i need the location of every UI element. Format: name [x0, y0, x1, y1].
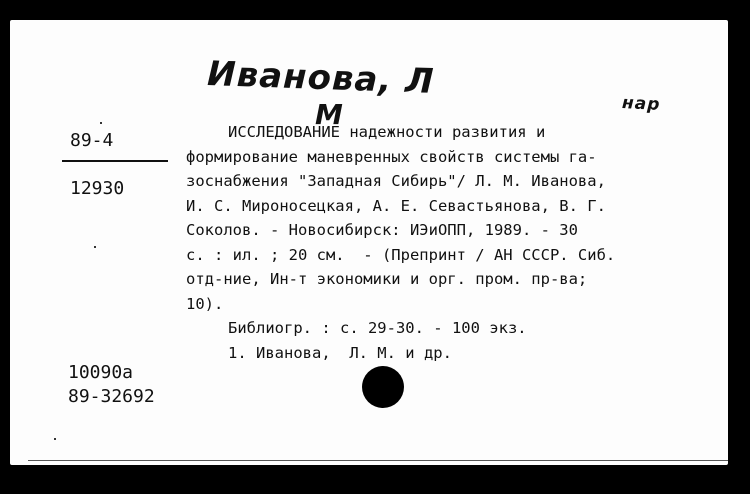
- description-line: Соколов. - Новосибирск: ИЭиОПП, 1989. - 30: [186, 221, 578, 239]
- title-line: ИССЛЕДОВАНИЕ надежности развития и: [228, 123, 546, 141]
- card-bottom-edge: [28, 460, 728, 461]
- bibliography-note: Библиогр. : с. 29-30. - 100 экз.: [228, 319, 527, 337]
- dust-speck: [54, 438, 56, 440]
- tracing-line: 1. Иванова, Л. М. и др.: [228, 343, 452, 362]
- inventory-number-1: 10090а: [68, 362, 134, 383]
- handwritten-corner-mark: нар: [621, 93, 661, 115]
- shelf-code-bottom: 12930: [70, 178, 125, 199]
- catalog-card: [10, 20, 728, 465]
- shelf-code-top: 89-4: [70, 130, 114, 151]
- description-line: отд-ние, Ин-т экономики и орг. пром. пр-ва;: [186, 270, 588, 288]
- handwritten-author-name: Иванова, Л: [206, 54, 436, 102]
- description-line: зоснабжения "Западная Сибирь"/ Л. М. Иванова,: [186, 172, 606, 190]
- description-line: 10).: [186, 294, 224, 313]
- description-line: с. : ил. ; 20 см. - (Препринт / АН СССР. Сиб.: [186, 245, 616, 264]
- description-line: формирование маневренных свойств системы га-: [186, 147, 597, 166]
- dust-speck: [100, 122, 102, 124]
- card-punch-hole: [362, 366, 404, 408]
- shelf-divider: [62, 160, 168, 162]
- bibliographic-description: [186, 120, 712, 365]
- dust-speck: [94, 246, 96, 248]
- handwritten-initial: М: [315, 98, 344, 131]
- inventory-number-2: 89-32692: [68, 386, 155, 407]
- description-line: И. С. Мироносецкая, А. Е. Севастьянова, В. Г.: [186, 196, 606, 215]
